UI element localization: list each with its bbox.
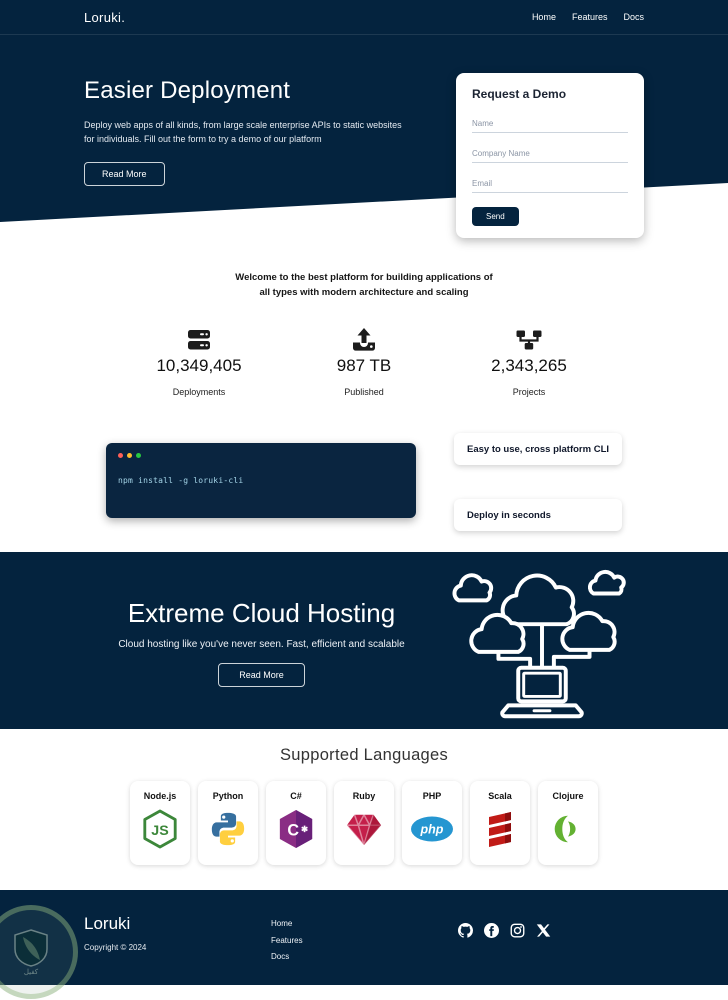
server-icon: [124, 327, 274, 351]
close-dot-icon: [118, 453, 123, 458]
footer-links: [271, 914, 458, 965]
cloud-hosting-section: [0, 552, 728, 729]
svg-text:JS: JS: [151, 823, 169, 840]
stat-label: Published: [344, 387, 384, 398]
nodejs-logo: [130, 808, 190, 850]
lang-card-ruby[interactable]: Ruby: [334, 781, 394, 865]
footer-logo: Loruki: [84, 914, 131, 934]
nav-link-home[interactable]: Home: [531, 12, 556, 22]
lang-card-php[interactable]: PHP php: [402, 781, 462, 865]
stats-lead-text: Welcome to the best platform for building applications of all types with modern architecture and scaling: [235, 272, 493, 298]
cli-section: [106, 443, 622, 531]
instagram-icon[interactable]: [510, 923, 525, 938]
email-field[interactable]: [472, 174, 628, 193]
stat-label: Deployments: [172, 387, 226, 398]
svg-text:C: C: [287, 822, 299, 841]
project-diagram-icon: [454, 327, 604, 351]
cli-feature-card: Easy to use, cross platform CLI: [454, 433, 622, 465]
footer: [0, 890, 728, 985]
hero-section: [0, 35, 728, 235]
name-field[interactable]: [472, 114, 628, 133]
clojure-logo: [538, 808, 598, 850]
terminal-window: [106, 443, 416, 518]
lang-card-nodejs[interactable]: Node.js JS: [130, 781, 190, 865]
cli-feature-card: Deploy in seconds: [454, 499, 622, 531]
stat-value: 987 TB: [336, 356, 392, 376]
svg-text:php: php: [420, 822, 444, 837]
svg-text:✱: ✱: [300, 824, 309, 835]
stat-published: [289, 327, 439, 397]
github-icon[interactable]: [458, 923, 473, 938]
stats-section: [0, 235, 728, 397]
footer-link-features[interactable]: Features: [271, 935, 303, 945]
hero-read-more-button[interactable]: Read More: [84, 162, 165, 186]
demo-request-card: [456, 73, 644, 238]
watermark-logo: [0, 905, 78, 999]
languages-section: [0, 729, 728, 865]
stat-projects: [454, 327, 604, 397]
cloud-read-more-button[interactable]: Read More: [218, 663, 305, 687]
facebook-icon[interactable]: [484, 923, 499, 938]
stat-deployments: [124, 327, 274, 397]
footer-copyright: Copyright © 2024: [84, 943, 147, 953]
nav-link-docs[interactable]: Docs: [623, 12, 644, 22]
scala-logo: [470, 808, 530, 850]
x-icon[interactable]: [536, 923, 551, 938]
stat-value: 10,349,405: [156, 356, 242, 376]
stat-label: Projects: [512, 387, 546, 398]
lang-card-csharp[interactable]: C# C ✱: [266, 781, 326, 865]
lang-card-clojure[interactable]: Clojure: [538, 781, 598, 865]
languages-title: Supported Languages: [279, 746, 449, 765]
lang-card-scala[interactable]: Scala: [470, 781, 530, 865]
hero-title: Easier Deployment: [84, 77, 291, 104]
cloud-text-block: [84, 594, 439, 687]
maximize-dot-icon: [136, 453, 141, 458]
cloud-title: Extreme Cloud Hosting: [127, 598, 396, 629]
nav-links: [532, 12, 644, 22]
upload-icon: [289, 327, 439, 351]
footer-social-icons: [458, 914, 644, 965]
csharp-logo: [266, 808, 326, 850]
terminal-traffic-lights: [118, 453, 404, 458]
cloud-illustration: [439, 560, 644, 722]
lang-card-python[interactable]: Python: [198, 781, 258, 865]
send-button[interactable]: Send: [472, 207, 519, 226]
watermark-text: كفيل: [23, 968, 39, 976]
cloud-description: Cloud hosting like you've never seen. Fast, efficient and scalable: [118, 639, 405, 651]
python-logo: [198, 808, 258, 850]
footer-link-home[interactable]: Home: [271, 919, 293, 929]
navbar: [0, 0, 728, 35]
terminal-command: npm install -g loruki-cli: [118, 476, 244, 486]
minimize-dot-icon: [127, 453, 132, 458]
ruby-logo: [334, 808, 394, 850]
stat-value: 2,343,265: [491, 356, 567, 376]
footer-brand-block: [84, 914, 271, 965]
company-name-field[interactable]: [472, 144, 628, 163]
hero-text-block: [84, 35, 406, 238]
site-logo[interactable]: Loruki.: [84, 9, 126, 25]
demo-form-title: Request a Demo: [472, 87, 567, 101]
nav-link-features[interactable]: Features: [571, 12, 608, 22]
hero-description: Deploy web apps of all kinds, from large scale enterprise APIs to static websites for individuals. Fill out the form to try a demo of our platform: [84, 120, 402, 145]
php-logo: [402, 808, 462, 850]
footer-link-docs[interactable]: Docs: [271, 952, 290, 962]
